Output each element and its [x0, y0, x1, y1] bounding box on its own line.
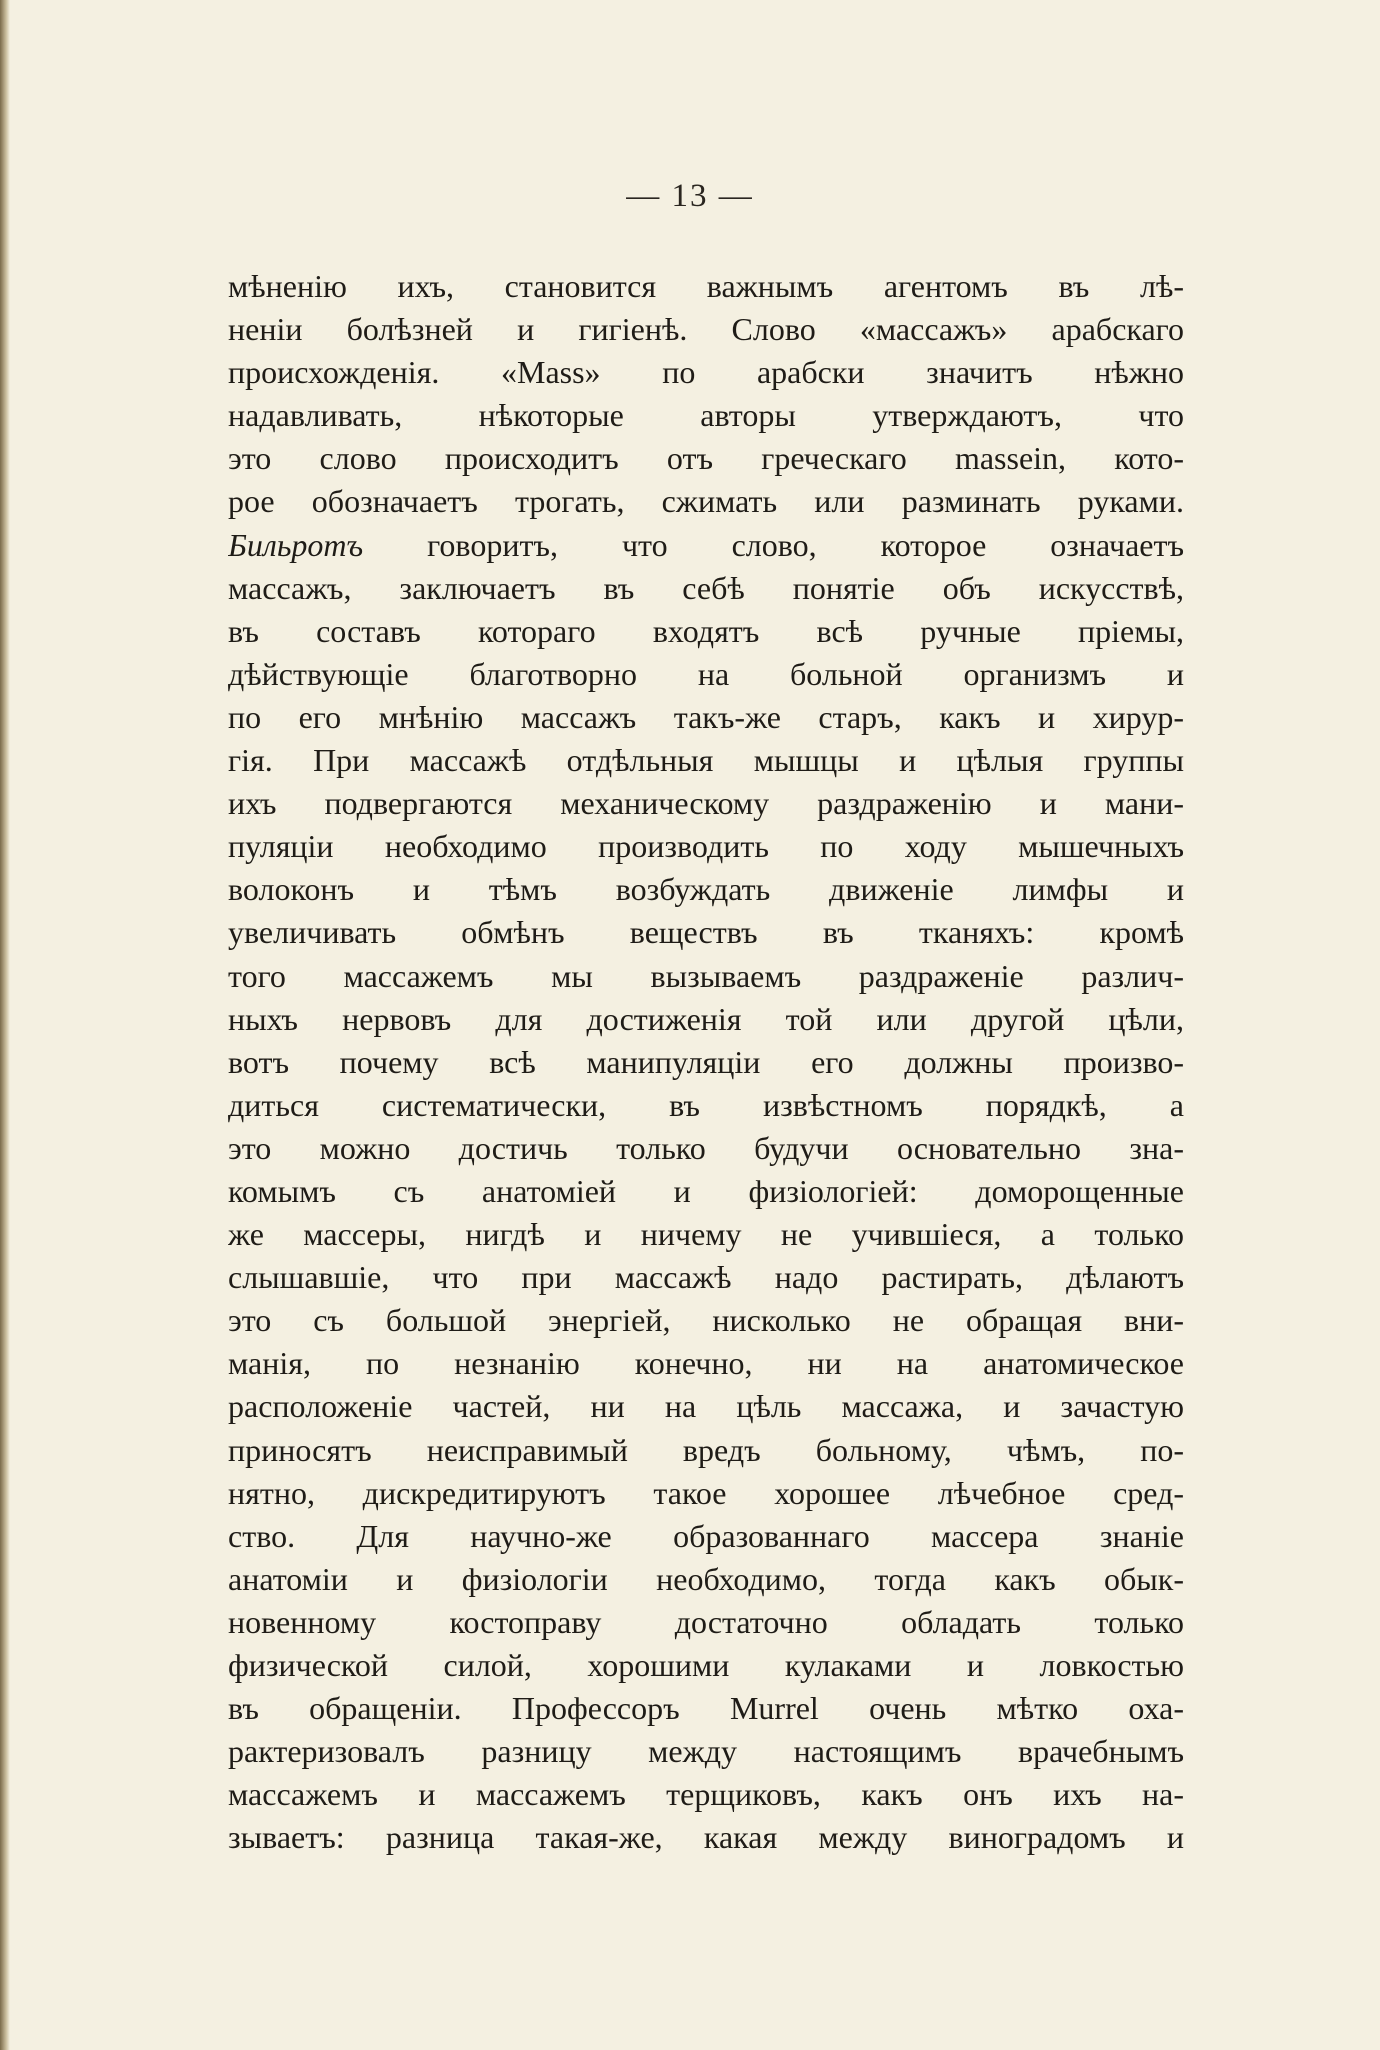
- text-line: зываетъ: разница такая-же, какая между виноградомъ и: [228, 1819, 1184, 1856]
- text-line: волоконъ и тѣмъ возбуждать движеніе лимфы и: [228, 871, 1184, 908]
- text-line: рое обозначаетъ трогать, сжимать или разминать руками.: [228, 483, 1184, 520]
- text-line: происхожденія. «Mass» по арабски значитъ нѣжно: [228, 354, 1184, 391]
- text-line: въ составъ котораго входятъ всѣ ручные пріемы,: [228, 612, 1184, 649]
- text-line: приносятъ неисправимый вредъ больному, чѣмъ, по-: [228, 1431, 1184, 1468]
- italic-name: Бильротъ: [228, 526, 364, 563]
- text-line: Бильротъ говоритъ, что слово, которое означаетъ: [228, 526, 1184, 563]
- text-line: это слово происходитъ отъ греческаго masseіn, кото-: [228, 440, 1184, 477]
- text-line: массажемъ и массажемъ терщиковъ, какъ онъ ихъ на-: [228, 1776, 1184, 1813]
- text-line: это можно достичь только будучи основательно зна-: [228, 1129, 1184, 1166]
- text-line: новенному костоправу достаточно обладать только: [228, 1603, 1184, 1640]
- text-line: же массеры, нигдѣ и ничему не учившіеся, а только: [228, 1216, 1184, 1253]
- text-line: въ обращеніи. Профессоръ Murrel очень мѣтко оха-: [228, 1690, 1184, 1727]
- text-line: диться систематически, въ извѣстномъ порядкѣ, а: [228, 1086, 1184, 1123]
- text-line: массажъ, заключаетъ въ себѣ понятіе объ искусствѣ,: [228, 569, 1184, 606]
- page-binding-edge: [0, 0, 10, 2050]
- text-line: вотъ почему всѣ манипуляціи его должны произво-: [228, 1043, 1184, 1080]
- text-line: мѣненію ихъ, становится важнымъ агентомъ въ лѣ-: [228, 268, 1184, 304]
- text-line: рактеризовалъ разницу между настоящимъ врачебнымъ: [228, 1733, 1184, 1770]
- text-line: гія. При массажѣ отдѣльныя мышцы и цѣлыя группы: [228, 742, 1184, 779]
- text-line: ихъ подвергаются механическому раздраженію и мани-: [228, 785, 1184, 822]
- text-line: по его мнѣнію массажъ такъ-же старъ, какъ и хирур-: [228, 698, 1184, 735]
- text-line: нятно, дискредитируютъ такое хорошее лѣчебное сред-: [228, 1474, 1184, 1511]
- text-line: комымъ съ анатоміей и физіологіей: доморощенные: [228, 1172, 1184, 1209]
- text-line: ныхъ нервовъ для достиженія той или другой цѣли,: [228, 1000, 1184, 1037]
- text-line: ство. Для научно-же образованнаго массера знаніе: [228, 1517, 1184, 1554]
- text-line: анатоміи и физіологіи необходимо, тогда какъ обык-: [228, 1560, 1184, 1597]
- text-line: надавливать, нѣкоторые авторы утверждаютъ, что: [228, 397, 1184, 434]
- text-line: расположеніе частей, ни на цѣль массажа, и зачастую: [228, 1388, 1184, 1425]
- text-line: манія, по незнанію конечно, ни на анатомическое: [228, 1345, 1184, 1382]
- text-line: увеличивать обмѣнъ веществъ въ тканяхъ: кромѣ: [228, 914, 1184, 951]
- text-line: это съ большой энергіей, нисколько не обращая вни-: [228, 1302, 1184, 1339]
- text-line: слышавшіе, что при массажѣ надо растирать, дѣлаютъ: [228, 1259, 1184, 1296]
- page-number: — 13 —: [626, 178, 754, 214]
- text-line: дѣйствующіе благотворно на больной организмъ и: [228, 655, 1184, 692]
- text-line: физической силой, хорошими кулаками и ловкостью: [228, 1647, 1184, 1683]
- text-line: неніи болѣзней и гигіенѣ. Слово «массажъ» арабскаго: [228, 311, 1184, 348]
- text-line: пуляціи необходимо производить по ходу мышечныхъ: [228, 828, 1184, 865]
- body-text: [228, 265, 1184, 1859]
- text-line: того массажемъ мы вызываемъ раздраженіе различ-: [228, 957, 1184, 994]
